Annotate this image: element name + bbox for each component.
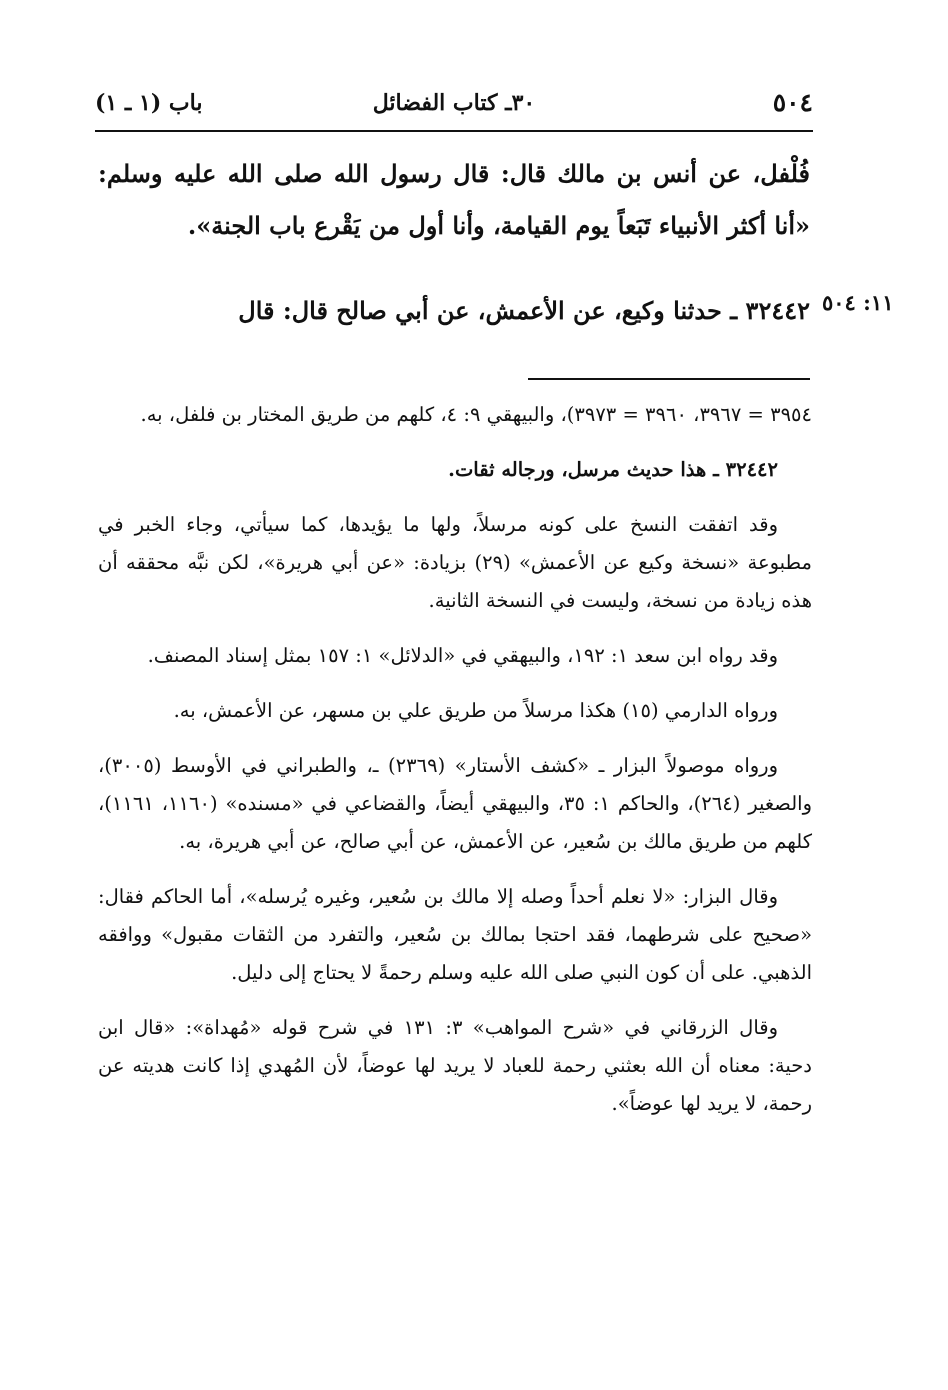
- footnote-paragraph: ورواه موصولاً البزار ـ «كشف الأستار» (٢٣٦٩) ـ، والطبراني في الأوسط (٣٠٠٥)، والصغير (٢٦٤)، والحاكم ١: ٣٥، والبيهقي أيضاً، والقضاعي في «مسنده» (١١٦٠، ١١٦١)، كلهم من طريق مالك بن سُعير، عن الأعمش، عن أبي صالح، عن أبي هريرة، به.: [98, 754, 812, 853]
- footnote-paragraph: ٣٩٥٤ = ٣٩٦٧، ٣٩٦٠ = ٣٩٧٣)، والبيهقي ٩: ٤، كلهم من طريق المختار بن فلفل، به.: [140, 403, 812, 426]
- footnote-divider: [528, 378, 810, 380]
- main-paragraph-2: ٣٢٤٤٢ ـ حدثنا وكيع، عن الأعمش، عن أبي صالح قال: قال: [238, 296, 810, 325]
- main-paragraph-1: فُلْفل، عن أنس بن مالك قال: قال رسول الله صلى الله عليه وسلم: «أنا أكثر الأنبياء تَبَعاً يوم القيامة، وأنا أول من يَقْرع باب الجنة».: [98, 159, 810, 240]
- page-header: [95, 82, 813, 126]
- footnotes: [98, 396, 812, 1140]
- footnote-paragraph: وقد رواه ابن سعد ١: ١٩٢، والبيهقي في «الدلائل» ١: ١٥٧ بمثل إسناد المصنف.: [147, 644, 778, 667]
- chapter-label: باب (١ ـ ١): [95, 90, 203, 116]
- footnote-paragraph: وقد اتفقت النسخ على كونه مرسلاً، ولها ما يؤيدها، كما سيأتي، وجاء الخبر في مطبوعة «نسخة وكيع عن الأعمش» (٢٩) بزيادة: «عن أبي هريرة»، لكن نبَّه محققه أن هذه زيادة من نسخة، وليست في النسخة الثانية.: [98, 513, 812, 612]
- page-number: ٥٠٤: [772, 88, 813, 117]
- header-divider: [95, 130, 813, 132]
- footnote-paragraph: وقال البزار: «لا نعلم أحداً وصله إلا مالك بن سُعير، وغيره يُرسله»، أما الحاكم فقال: «صحيح على شرطهما، فقد احتجا بمالك بن سُعير، والتفرد من الثقات مقبول» ووافقه الذهبي. على أن كون النبي صلى الله عليه وسلم رحمةً لا يحتاج إلى دليل.: [98, 885, 812, 984]
- book-title: ٣٠ـ كتاب الفضائل: [372, 90, 536, 116]
- footnote-paragraph: ورواه الدارمي (١٥) هكذا مرسلاً من طريق علي بن مسهر، عن الأعمش، به.: [173, 699, 778, 722]
- footnote-hadith-heading: ٣٢٤٤٢ ـ هذا حديث مرسل، ورجاله ثقات.: [448, 458, 778, 481]
- margin-reference: ١١: ٥٠٤: [822, 290, 894, 315]
- footnote-paragraph: وقال الزرقاني في «شرح المواهب» ٣: ١٣١ في شرح قوله «مُهداة»: «قال ابن دحية: معناه أن الله بعثني رحمة للعباد لا يريد لها عوضاً، لأن المُهدي إذا كانت هديته عن رحمة، لا يريد لها عوضاً».: [98, 1016, 812, 1115]
